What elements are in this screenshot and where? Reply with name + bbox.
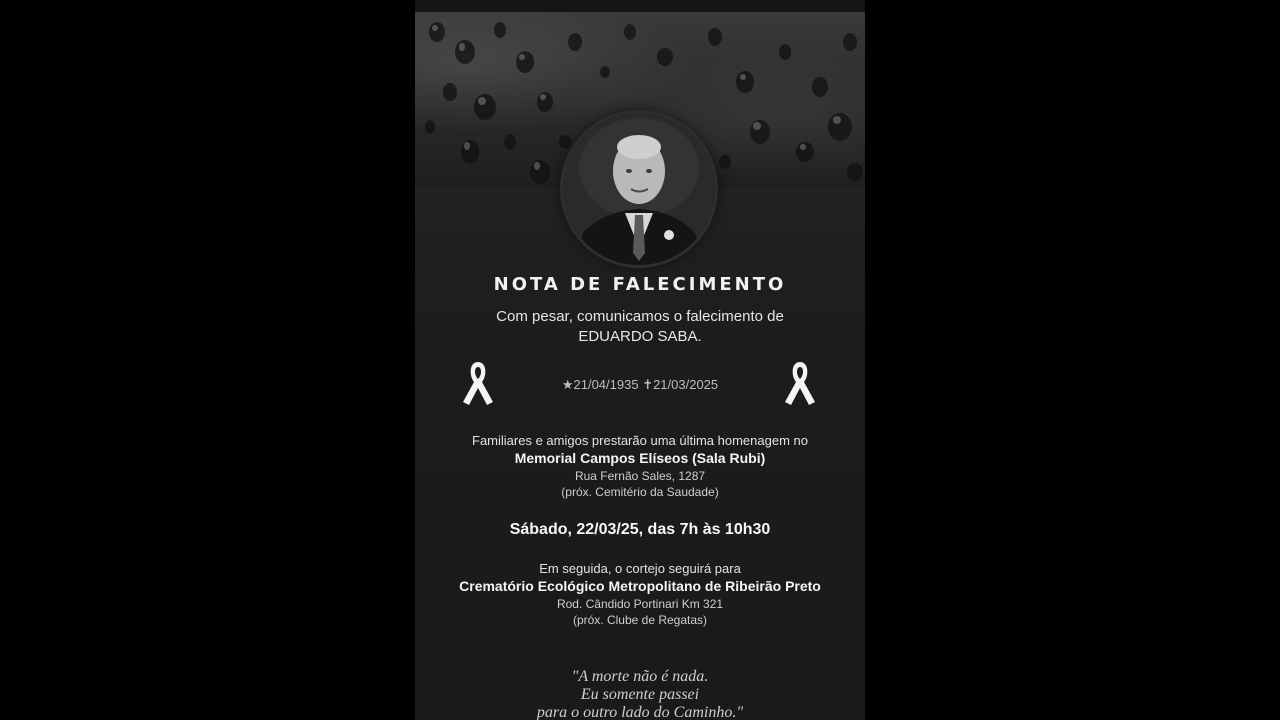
- procession-section: [415, 560, 865, 628]
- venue-address: Rua Fernão Sales, 1287: [574, 469, 706, 483]
- venue-reference: (próx. Cemitério da Saudade): [561, 485, 719, 499]
- birth-date: ★21/04/1935: [561, 377, 639, 392]
- intro-text: Com pesar, comunicamos o falecimento de: [496, 308, 784, 325]
- death-date: ✝21/03/2025: [642, 377, 719, 392]
- obituary-card: [415, 0, 865, 720]
- notice-title: NOTA DE FALECIMENTO: [493, 274, 787, 295]
- tribute-section: [415, 432, 865, 500]
- venue-name: Memorial Campos Elíseos (Sala Rubi): [514, 450, 766, 466]
- mourning-ribbon-icon: [783, 360, 817, 406]
- quote-line-3: para o outro lado do Caminho.": [536, 704, 744, 720]
- procession-text: Em seguida, o cortejo seguirá para: [539, 561, 741, 576]
- notice-intro: [415, 307, 865, 347]
- memorial-quote: [415, 668, 865, 720]
- ceremony-datetime: Sábado, 22/03/25, das 7h às 10h30: [509, 521, 771, 538]
- top-bar: [415, 0, 865, 12]
- quote-line-1: "A morte não é nada.: [571, 668, 709, 685]
- life-dates: [515, 377, 765, 393]
- mourning-ribbon-icon: [461, 360, 495, 406]
- deceased-portrait: [563, 113, 715, 265]
- tribute-text: Familiares e amigos prestarão uma última homenagem no: [472, 433, 808, 448]
- deceased-name: EDUARDO SABA.: [578, 328, 702, 345]
- quote-line-2: Eu somente passei: [580, 686, 700, 703]
- crematory-name: Crematório Ecológico Metropolitano de Ribeirão Preto: [459, 578, 821, 594]
- crematory-address: Rod. Cândido Portinari Km 321: [556, 597, 724, 611]
- crematory-reference: (próx. Clube de Regatas): [572, 613, 708, 627]
